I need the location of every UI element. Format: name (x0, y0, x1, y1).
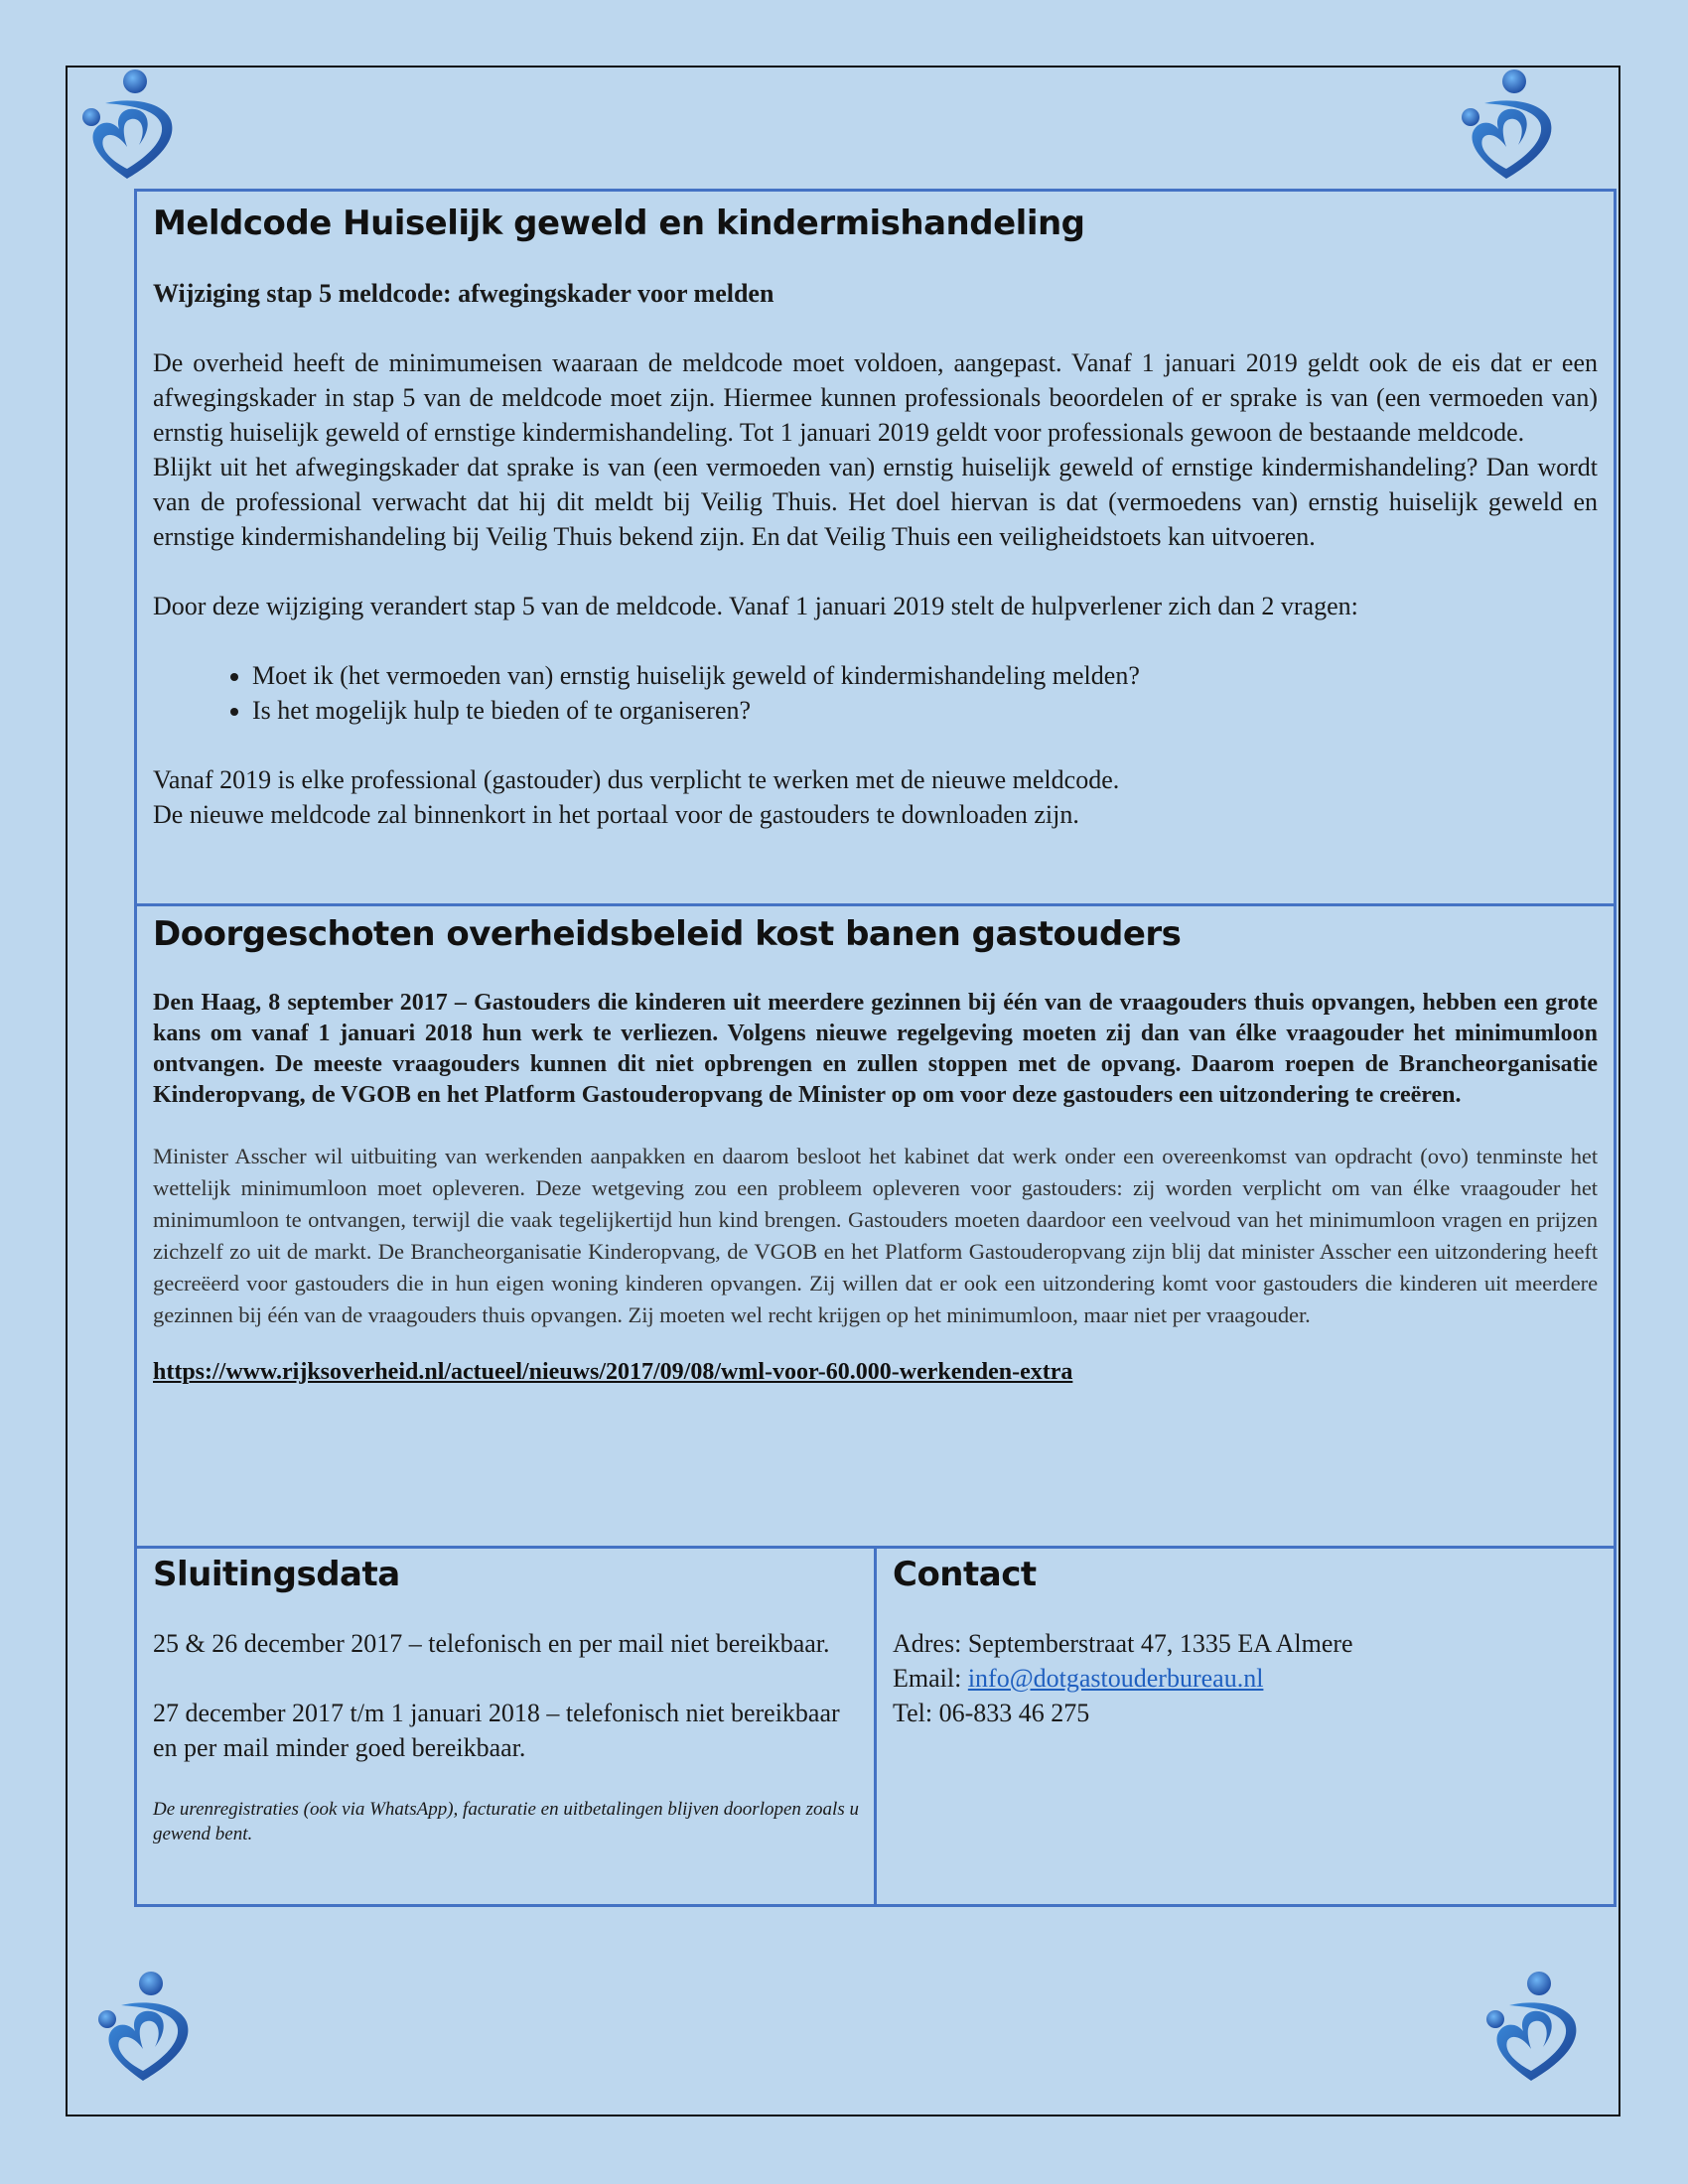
family-heart-logo-icon (1455, 66, 1564, 185)
overheidsbeleid-section (134, 903, 1617, 1549)
list-item: • Moet ik (het vermoeden van) ernstig huiselijk geweld of kindermishandeling melden? (252, 658, 1598, 693)
overheidsbeleid-body: Minister Asscher wil uitbuiting van werkenden aanpakken en daarom besloot het kabinet dat werk onder een overeenkomst van opdracht (ovo) tenminste het wettelijk minimumloon moet opleveren. Deze wetgeving zou een probleem opleveren voor gastouders: zij worden verplicht om van élke vraagouder het minimumloon te ontvangen, terwijl die vaak tegelijkertijd hun kind brengen. Gastouders moeten daardoor een veelvoud van het minimumloon vragen en prijzen zichzelf zo uit de markt. De Brancheorganisatie Kinderopvang, de VGOB en het Platform Gastouderopvang zijn blij dat minister Asscher een uitzondering heeft gecreëerd voor gastouders die in hun eigen woning kinderen opvangen. Zij willen dat er ook een uitzondering komt voor gastouders die kinderen uit meerdere gezinnen bij één van de vraagouders thuis opvangen. Zij moeten wel recht krijgen op het minimumloon, maar niet per vraagouder. (153, 1144, 1598, 1327)
source-link-line (153, 1355, 1598, 1390)
contact-email (893, 1661, 1598, 1696)
meldcode-paragraph-4: Vanaf 2019 is elke professional (gastouder) dus verplicht te werken met de nieuwe meldcode. (153, 765, 1120, 794)
contact-phone (893, 1696, 1598, 1730)
closing-item-2: 27 december 2017 t/m 1 januari 2018 – telefonisch niet bereikbaar en per mail minder goed bereikbaar. (153, 1699, 840, 1762)
overheidsbeleid-lead: Den Haag, 8 september 2017 – Gastouders die kinderen uit meerdere gezinnen bij één van de vraagouders thuis opvangen, hebben een grote kans om vanaf 1 januari 2018 hun werk te verliezen. Volgens nieuwe regelgeving moeten zij dan van élke vraagouder het minimumloon ontvangen. De meeste vraagouders kunnen dit niet opbrengen en zullen stoppen met de opvang. Daarom roepen de Brancheorganisatie Kinderopvang, de VGOB en het Platform Gastouderopvang de Minister op om voor deze gastouders een uitzondering te creëren. (153, 990, 1598, 1108)
contact-address (893, 1626, 1598, 1661)
contact-title: Contact (893, 1555, 1037, 1594)
sluitingsdata-title: Sluitingsdata (153, 1555, 400, 1594)
tel-value: 06-833 46 275 (938, 1699, 1090, 1727)
sluitingsdata-section (134, 1546, 877, 1907)
meldcode-paragraph-1: De overheid heeft de minimumeisen waaraan de meldcode moet voldoen, aangepast. Vanaf 1 januari 2019 geldt ook de eis dat er een afwegingskader in stap 5 van de meldcode moet zijn. Hiermee kunnen professionals beoordelen of er sprake is van (een vermoeden van) ernstig huiselijk geweld of ernstige kindermishandeling. Tot 1 januari 2019 geldt voor professionals gewoon de bestaande meldcode. (153, 348, 1598, 447)
meldcode-section (134, 189, 1617, 906)
address-value: Septemberstraat 47, 1335 EA Almere (967, 1629, 1353, 1658)
rijksoverheid-news-link[interactable]: https://www.rijksoverheid.nl/actueel/nieuws/2017/09/08/wml-voor-60.000-werkenden-extra (153, 1359, 1073, 1385)
meldcode-title: Meldcode Huiselijk geweld en kindermishandeling (153, 204, 1085, 243)
meldcode-paragraph-3: Door deze wijziging verandert stap 5 van de meldcode. Vanaf 1 januari 2019 stelt de hulpverlener zich dan 2 vragen: (153, 592, 1358, 620)
email-link[interactable]: info@dotgastouderbureau.nl (967, 1664, 1264, 1693)
contact-section (874, 1546, 1617, 1907)
family-heart-logo-icon (91, 1968, 201, 2087)
meldcode-paragraph-2: Blijkt uit het afwegingskader dat sprake is van (een vermoeden van) ernstig huiselijk geweld of ernstige kindermishandeling? Dan wordt van de professional verwacht dat hij dit meldt bij Veilig Thuis. Het doel hiervan is dat (vermoedens van) ernstig huiselijk geweld en ernstige kindermishandeling bij Veilig Thuis bekend zijn. En dat Veilig Thuis een veiligheidstoets kan uitvoeren. (153, 453, 1598, 551)
tel-label: Tel: (893, 1699, 933, 1727)
closing-item-1: 25 & 26 december 2017 – telefonisch en per mail niet bereikbaar. (153, 1629, 830, 1658)
meldcode-question-list (153, 658, 1598, 728)
list-item: • Is het mogelijk hulp te bieden of te organiseren? (252, 693, 1598, 728)
meldcode-subtitle: Wijziging stap 5 meldcode: afwegingskader voor melden (153, 279, 774, 308)
family-heart-logo-icon (75, 66, 185, 185)
meldcode-paragraph-5: De nieuwe meldcode zal binnenkort in het portaal voor de gastouders te downloaden zijn. (153, 800, 1079, 829)
overheidsbeleid-title: Doorgeschoten overheidsbeleid kost banen gastouders (153, 914, 1182, 954)
address-label: Adres: (893, 1629, 962, 1658)
closing-note: De urenregistraties (ook via WhatsApp), facturatie en uitbetalingen blijven doorlopen zoals u gewend bent. (153, 1799, 859, 1844)
email-label: Email: (893, 1664, 962, 1693)
family-heart-logo-icon (1479, 1968, 1589, 2087)
